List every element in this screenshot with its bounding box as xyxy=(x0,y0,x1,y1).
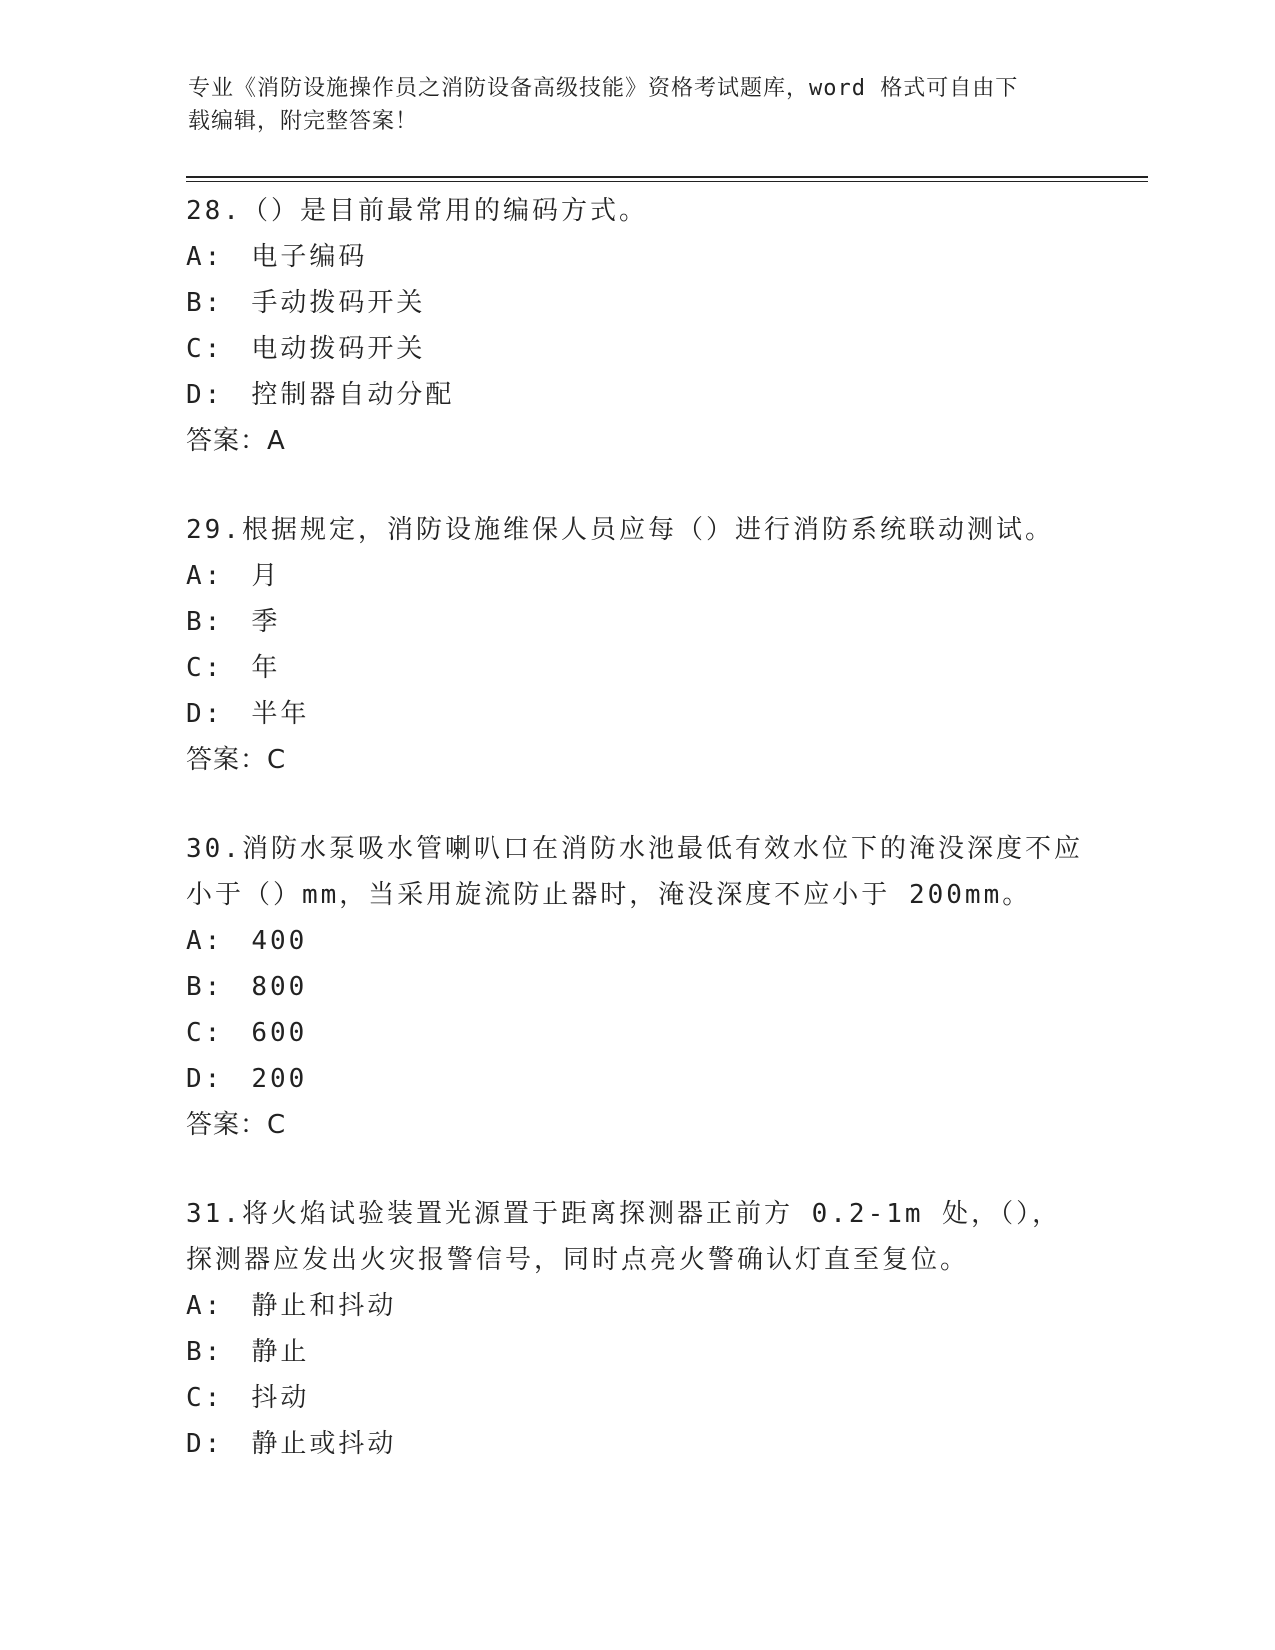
option-text: 400 xyxy=(251,926,308,956)
option-a xyxy=(186,1283,1086,1329)
answer-line: 答案：C xyxy=(186,745,287,775)
question-30 xyxy=(186,826,1086,1148)
option-b xyxy=(186,1329,1086,1375)
header-line-1: 专业《消防设施操作员之消防设备高级技能》资格考试题库，word 格式可自由下 xyxy=(188,76,1019,101)
option-key: D: xyxy=(186,699,224,729)
option-key: D: xyxy=(186,380,224,410)
option-c xyxy=(186,326,1086,372)
option-key: D: xyxy=(186,1064,224,1094)
option-b xyxy=(186,964,1086,1010)
option-b xyxy=(186,599,1086,645)
option-c xyxy=(186,645,1086,691)
question-text: 28.（）是目前最常用的编码方式。 xyxy=(186,196,648,226)
option-text: 年 xyxy=(251,653,281,683)
option-a xyxy=(186,918,1086,964)
header-divider-thick xyxy=(186,176,1148,178)
option-key: B: xyxy=(186,288,224,318)
header-line-2: 载编辑，附完整答案！ xyxy=(188,109,419,134)
option-text: 半年 xyxy=(251,699,310,729)
option-text: 200 xyxy=(251,1064,308,1094)
option-key: C: xyxy=(186,1383,224,1413)
option-text: 季 xyxy=(251,607,281,637)
header-divider-thin xyxy=(186,181,1148,182)
answer-line: 答案：C xyxy=(186,1110,287,1140)
option-d xyxy=(186,691,1086,737)
question-31 xyxy=(186,1191,1086,1467)
question-list xyxy=(186,188,1086,1510)
option-d xyxy=(186,1421,1086,1467)
option-d xyxy=(186,1056,1086,1102)
option-key: A: xyxy=(186,561,224,591)
question-text: 29.根据规定，消防设施维保人员应每（）进行消防系统联动测试。 xyxy=(186,515,1054,545)
option-key: A: xyxy=(186,242,224,272)
option-key: C: xyxy=(186,334,224,364)
option-key: A: xyxy=(186,1291,224,1321)
option-text: 电子编码 xyxy=(251,242,368,272)
option-key: A: xyxy=(186,926,224,956)
answer-line: 答案：A xyxy=(186,426,286,456)
option-text: 抖动 xyxy=(251,1383,310,1413)
option-c xyxy=(186,1375,1086,1421)
option-key: B: xyxy=(186,972,224,1002)
option-key: C: xyxy=(186,653,224,683)
option-key: C: xyxy=(186,1018,224,1048)
option-key: B: xyxy=(186,1337,224,1367)
option-d xyxy=(186,372,1086,418)
option-text: 静止和抖动 xyxy=(251,1291,397,1321)
document-header xyxy=(188,72,1088,138)
option-text: 月 xyxy=(251,561,281,591)
question-29 xyxy=(186,507,1086,783)
question-text: 30.消防水泵吸水管喇叭口在消防水池最低有效水位下的淹没深度不应小于（）mm，当采用旋流防止器时，淹没深度不应小于 200mm。 xyxy=(186,834,1083,910)
option-text: 电动拨码开关 xyxy=(251,334,426,364)
option-c xyxy=(186,1010,1086,1056)
option-text: 静止 xyxy=(251,1337,310,1367)
question-28 xyxy=(186,188,1086,464)
option-key: B: xyxy=(186,607,224,637)
question-text: 31.将火焰试验装置光源置于距离探测器正前方 0.2-1m 处，（），探测器应发出火灾报警信号，同时点亮火警确认灯直至复位。 xyxy=(186,1199,1062,1275)
option-text: 控制器自动分配 xyxy=(251,380,455,410)
option-text: 600 xyxy=(251,1018,308,1048)
option-text: 800 xyxy=(251,972,308,1002)
option-b xyxy=(186,280,1086,326)
option-text: 手动拨码开关 xyxy=(251,288,426,318)
option-text: 静止或抖动 xyxy=(251,1429,397,1459)
option-a xyxy=(186,234,1086,280)
option-key: D: xyxy=(186,1429,224,1459)
option-a xyxy=(186,553,1086,599)
